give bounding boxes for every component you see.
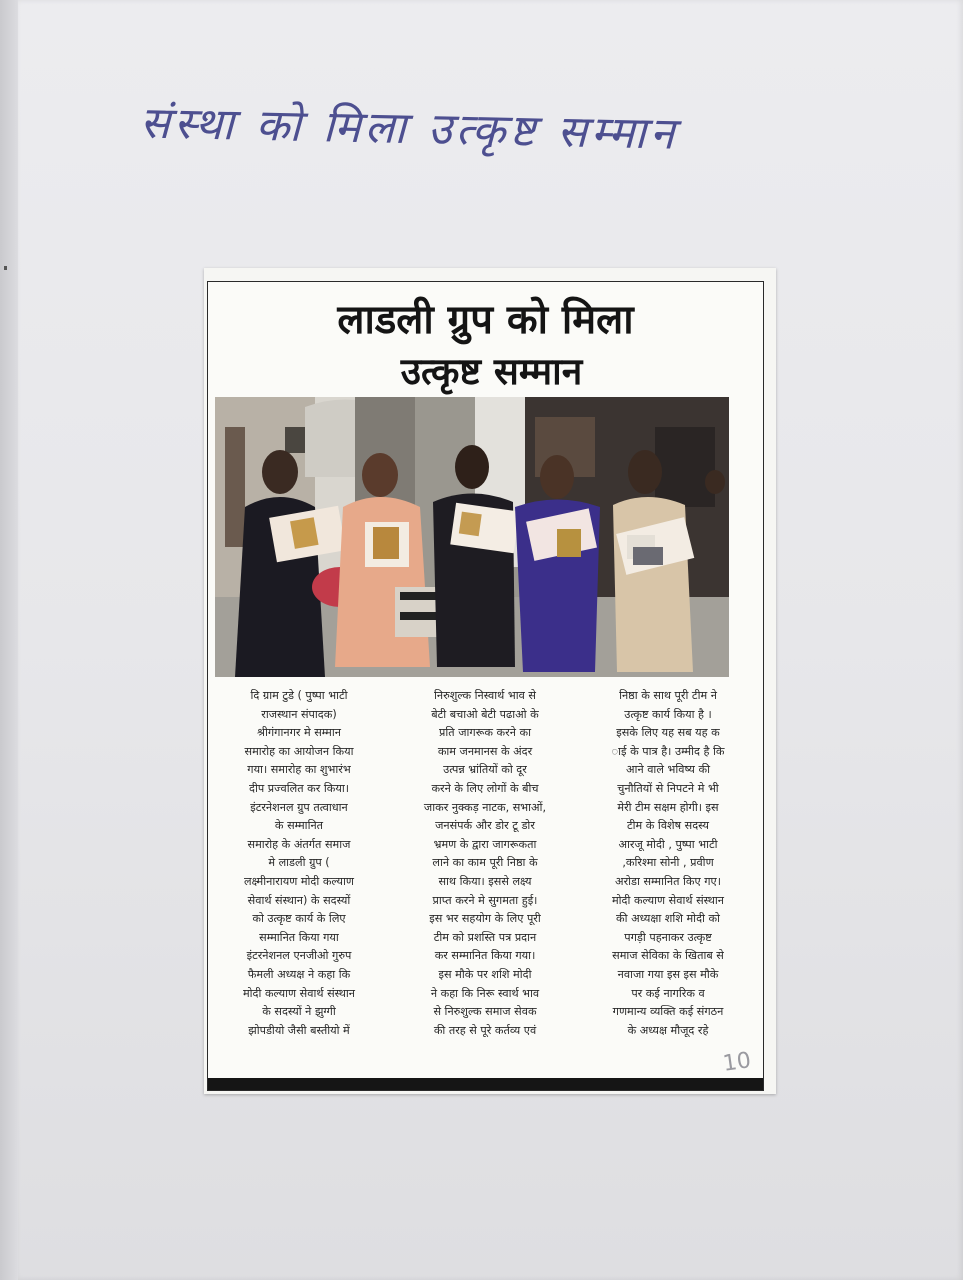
page-number-mark: 10 <box>721 1048 753 1077</box>
article-column-2: निरुशुल्क निस्वार्थ भाव से बेटी बचाओ बेटी पढाओ के प्रति जागरूक करने का काम जनमानस के अंदर उत्पन्न भ्रांतियों को दूर करने के लिए लोगों के बीच जाकर नुक्कड़ नाटक, सभाओं, जनसंपर्क और डोर टू डोर भ्रमण के द्वारा जागरूकता लाने का काम पूरी निष्ठा के साथ किया। इससे लक्ष्य प्राप्त करने मे सुगमता हुई। इस भर सहयोग के लिए पूरी टीम को प्रशस्ति पत्र प्रदान कर सम्मानित किया गया। इस मौके पर शशि मोदी ने कहा कि निरू स्वार्थ भाव से निरुशुल्क समाज सेवक की तरह से पूरे कर्तव्य एवं <box>423 689 547 1037</box>
article-column-3: निष्ठा के साथ पूरी टीम ने उत्कृष्ट कार्य किया है । इसके लिए यह सब यह क ाई के पात्र है। उम्मीद है कि आने वाले भविष्य की चुनौतियों से निपटने मे भी मेरी टीम सक्षम होगी। इस टीम के विशेष सदस्य आरजू मोदी , पुष्पा भाटी ,करिश्मा सोनी , प्रवीण अरोडा सम्मानित किए गए। मोदी कल्याण सेवार्थ संस्थान की अध्यक्षा शशि मोदी को पगड़ी पहनाकर उत्कृष्ट समाज सेविका के खिताब से नवाजा गया इस इस मौके पर कई नागरिक व गणमान्य व्यक्ति कई संगठन के अध्यक्ष मौजूद रहे <box>611 689 725 1037</box>
handwritten-caption: संस्था को मिला उत्कृष्ट सम्मान <box>139 97 679 160</box>
newspaper-clipping <box>204 268 776 1094</box>
notebook-page <box>18 0 963 1280</box>
group-photo <box>215 397 729 677</box>
footer-bar <box>208 1078 763 1090</box>
edge-mark <box>4 266 7 270</box>
headline-line-2: उत्कृष्ट सम्मान <box>400 350 583 393</box>
article-column-1: दि ग्राम टुडे ( पुष्पा भाटी राजस्थान संपादक) श्रीगंगानगर मे सम्मान समारोह का आयोजन किया गया। समारोह का शुभारंभ दीप प्रज्वलित कर किया। इंटरनेशनल ग्रुप तत्वाधान के सम्मानित समारोह के अंतर्गत समाज मे लाडली ग्रुप ( लक्ष्मीनारायण मोदी कल्याण सेवार्थ संस्थान) के सदस्यों को उत्कृष्ट कार्य के लिए सम्मानित किया गया इंटरनेशनल एनजीओ गुरुप फैमली अध्यक्ष ने कहा कि मोदी कल्याण सेवार्थ संस्थान के सदस्यों ने झुग्गी झोपडीयो जैसी बस्तीयो में <box>242 689 356 1037</box>
headline-line-1: लाडली ग्रुप को मिला <box>337 297 634 343</box>
group-photo-icon <box>215 397 729 677</box>
clipping-frame <box>207 281 764 1091</box>
